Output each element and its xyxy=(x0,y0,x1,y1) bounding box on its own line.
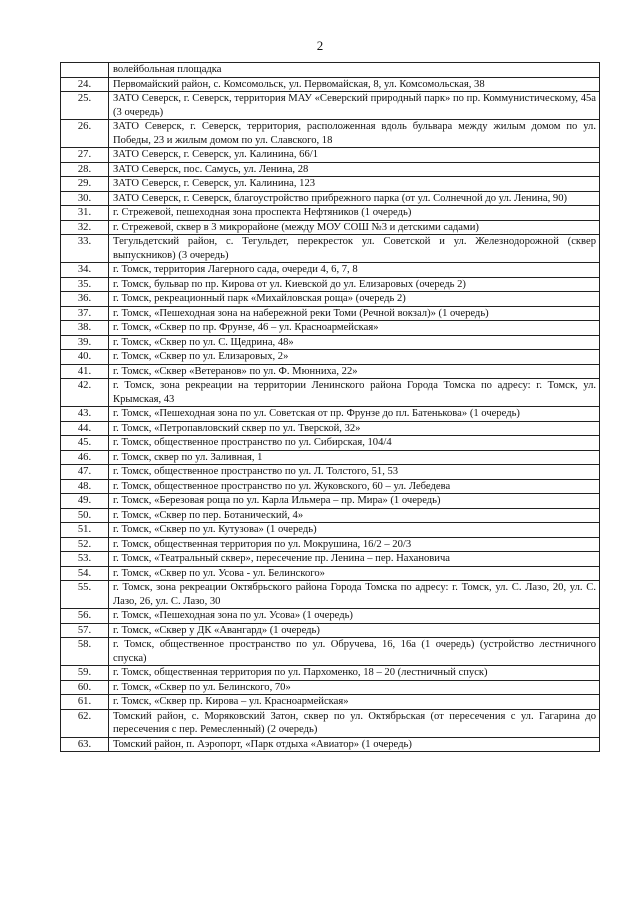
row-number: 25. xyxy=(61,92,109,120)
table-row xyxy=(61,292,600,307)
table-row xyxy=(61,350,600,365)
row-address: Томский район, п. Аэропорт, «Парк отдыха «Авиатор» (1 очередь) xyxy=(109,737,600,752)
row-address: ЗАТО Северск, г. Северск, территория МАУ «Северский природный парк» по пр. Коммунистическому, 45а (3 очередь) xyxy=(109,92,600,120)
table-row xyxy=(61,465,600,480)
table-row xyxy=(61,680,600,695)
row-number: 49. xyxy=(61,494,109,509)
table-row xyxy=(61,235,600,263)
row-number: 62. xyxy=(61,709,109,737)
table-row xyxy=(61,609,600,624)
row-address: г. Томск, общественное пространство по ул. Обручева, 16, 16а (1 очередь) (устройство лестничного спуска) xyxy=(109,638,600,666)
row-address: г. Стрежевой, пешеходная зона проспекта Нефтяников (1 очередь) xyxy=(109,206,600,221)
row-number: 57. xyxy=(61,623,109,638)
row-number: 55. xyxy=(61,581,109,609)
table-row xyxy=(61,523,600,538)
table-row xyxy=(61,552,600,567)
table-row xyxy=(61,623,600,638)
row-address: г. Томск, «Сквер по пер. Ботанический, 4» xyxy=(109,508,600,523)
table-row xyxy=(61,306,600,321)
row-number: 44. xyxy=(61,421,109,436)
row-number: 26. xyxy=(61,120,109,148)
table-row xyxy=(61,494,600,509)
row-number: 59. xyxy=(61,666,109,681)
table-row xyxy=(61,508,600,523)
row-number: 47. xyxy=(61,465,109,480)
row-number: 31. xyxy=(61,206,109,221)
row-address: г. Томск, «Сквер у ДК «Авангард» (1 очередь) xyxy=(109,623,600,638)
table-row xyxy=(61,263,600,278)
row-address: г. Томск, «Сквер «Ветеранов» по ул. Ф. Мюнниха, 22» xyxy=(109,364,600,379)
row-address: г. Томск, «Сквер по ул. Усова - ул. Белинского» xyxy=(109,566,600,581)
table-row xyxy=(61,666,600,681)
row-address: г. Томск, «Сквер по пр. Фрунзе, 46 – ул. Красноармейская» xyxy=(109,321,600,336)
row-address: г. Томск, общественное пространство по ул. Сибирская, 104/4 xyxy=(109,436,600,451)
row-number: 41. xyxy=(61,364,109,379)
row-address: г. Томск, «Березовая роща по ул. Карла Ильмера – пр. Мира» (1 очередь) xyxy=(109,494,600,509)
table-row xyxy=(61,220,600,235)
row-number: 24. xyxy=(61,77,109,92)
row-number: 51. xyxy=(61,523,109,538)
table-row xyxy=(61,537,600,552)
row-address: г. Томск, общественная территория по ул. Мокрушина, 16/2 – 20/3 xyxy=(109,537,600,552)
table-row xyxy=(61,421,600,436)
row-address: ЗАТО Северск, г. Северск, благоустройство прибрежного парка (от ул. Солнечной до ул. Ленина, 90) xyxy=(109,191,600,206)
row-number: 53. xyxy=(61,552,109,567)
row-address: г. Томск, «Пешеходная зона по ул. Советская от пр. Фрунзе до пл. Батенькова» (1 очередь) xyxy=(109,407,600,422)
table-row xyxy=(61,177,600,192)
row-number xyxy=(61,63,109,78)
row-number: 50. xyxy=(61,508,109,523)
row-number: 43. xyxy=(61,407,109,422)
row-number: 27. xyxy=(61,148,109,163)
row-address: г. Томск, «Сквер по ул. Белинского, 70» xyxy=(109,680,600,695)
row-address: г. Томск, «Сквер по ул. Елизаровых, 2» xyxy=(109,350,600,365)
table-row xyxy=(61,277,600,292)
row-address: г. Томск, общественное пространство по ул. Жуковского, 60 – ул. Лебедева xyxy=(109,479,600,494)
table-row xyxy=(61,436,600,451)
row-address: Тегульдетский район, с. Тегульдет, перекресток ул. Советской и ул. Железнодорожной (сквер выпускников) (3 очередь) xyxy=(109,235,600,263)
row-number: 46. xyxy=(61,450,109,465)
row-address: г. Томск, «Театральный сквер», пересечение пр. Ленина – пер. Нахановича xyxy=(109,552,600,567)
row-address: волейбольная площадка xyxy=(109,63,600,78)
row-number: 34. xyxy=(61,263,109,278)
row-address: г. Томск, «Пешеходная зона на набережной реки Томи (Речной вокзал)» (1 очередь) xyxy=(109,306,600,321)
row-number: 36. xyxy=(61,292,109,307)
row-address: Первомайский район, с. Комсомольск, ул. Первомайская, 8, ул. Комсомольская, 38 xyxy=(109,77,600,92)
table-row xyxy=(61,148,600,163)
row-address: г. Томск, зона рекреации на территории Ленинского района Города Томска по адресу: г. Томск, ул. Крымская, 43 xyxy=(109,379,600,407)
row-address: г. Томск, бульвар по пр. Кирова от ул. Киевской до ул. Елизаровых (очередь 2) xyxy=(109,277,600,292)
row-number: 39. xyxy=(61,335,109,350)
row-number: 32. xyxy=(61,220,109,235)
row-number: 42. xyxy=(61,379,109,407)
table-row xyxy=(61,206,600,221)
row-address: г. Томск, «Пешеходная зона по ул. Усова» (1 очередь) xyxy=(109,609,600,624)
table-row xyxy=(61,581,600,609)
page-number: 2 xyxy=(316,38,324,53)
row-number: 40. xyxy=(61,350,109,365)
row-address: г. Томск, общественное пространство по ул. Л. Толстого, 51, 53 xyxy=(109,465,600,480)
row-number: 28. xyxy=(61,162,109,177)
table-row xyxy=(61,63,600,78)
row-address: ЗАТО Северск, г. Северск, ул. Калинина, 66/1 xyxy=(109,148,600,163)
row-number: 30. xyxy=(61,191,109,206)
row-number: 60. xyxy=(61,680,109,695)
row-address: г. Томск, «Сквер по ул. Кутузова» (1 очередь) xyxy=(109,523,600,538)
table-row xyxy=(61,335,600,350)
table-row xyxy=(61,364,600,379)
row-address: г. Томск, рекреационный парк «Михайловская роща» (очередь 2) xyxy=(109,292,600,307)
table-row xyxy=(61,407,600,422)
row-address: г. Стрежевой, сквер в 3 микрорайоне (между МОУ СОШ №3 и детскими садами) xyxy=(109,220,600,235)
table-row xyxy=(61,162,600,177)
row-number: 33. xyxy=(61,235,109,263)
row-address: г. Томск, «Сквер по ул. С. Щедрина, 48» xyxy=(109,335,600,350)
row-number: 54. xyxy=(61,566,109,581)
row-number: 35. xyxy=(61,277,109,292)
row-address: ЗАТО Северск, г. Северск, ул. Калинина, 123 xyxy=(109,177,600,192)
row-address: г. Томск, общественная территория по ул. Пархоменко, 18 – 20 (лестничный спуск) xyxy=(109,666,600,681)
row-address: ЗАТО Северск, пос. Самусь, ул. Ленина, 28 xyxy=(109,162,600,177)
row-number: 61. xyxy=(61,695,109,710)
row-number: 58. xyxy=(61,638,109,666)
table-row xyxy=(61,479,600,494)
row-number: 63. xyxy=(61,737,109,752)
table-row xyxy=(61,191,600,206)
row-address: г. Томск, территория Лагерного сада, очереди 4, 6, 7, 8 xyxy=(109,263,600,278)
locations-table-body xyxy=(61,63,600,752)
table-row xyxy=(61,92,600,120)
row-number: 48. xyxy=(61,479,109,494)
row-address: Томский район, с. Моряковский Затон, сквер по ул. Октябрьская (от пересечения с ул. Гагарина до пересечения с пер. Ремесленный) (2 очередь) xyxy=(109,709,600,737)
row-address: г. Томск, зона рекреации Октябрьского района Города Томска по адресу: г. Томск, ул. С. Лазо, 20, ул. С. Лазо, 26, ул. С. Лазо, 30 xyxy=(109,581,600,609)
table-row xyxy=(61,321,600,336)
table-row xyxy=(61,709,600,737)
row-address: г. Томск, «Петропавловский сквер по ул. Тверской, 32» xyxy=(109,421,600,436)
row-number: 45. xyxy=(61,436,109,451)
table-row xyxy=(61,120,600,148)
table-row xyxy=(61,379,600,407)
table-row xyxy=(61,77,600,92)
row-number: 52. xyxy=(61,537,109,552)
row-address: ЗАТО Северск, г. Северск, территория, расположенная вдоль бульвара между жилым домом по ул. Победы, 23 и жилым домом по ул. Славского, 18 xyxy=(109,120,600,148)
table-row xyxy=(61,566,600,581)
row-number: 38. xyxy=(61,321,109,336)
table-row xyxy=(61,695,600,710)
row-address: г. Томск, «Сквер пр. Кирова – ул. Красноармейская» xyxy=(109,695,600,710)
table-row xyxy=(61,737,600,752)
table-row xyxy=(61,638,600,666)
row-address: г. Томск, сквер по ул. Заливная, 1 xyxy=(109,450,600,465)
row-number: 29. xyxy=(61,177,109,192)
row-number: 37. xyxy=(61,306,109,321)
table-row xyxy=(61,450,600,465)
row-number: 56. xyxy=(61,609,109,624)
locations-table xyxy=(60,62,600,752)
